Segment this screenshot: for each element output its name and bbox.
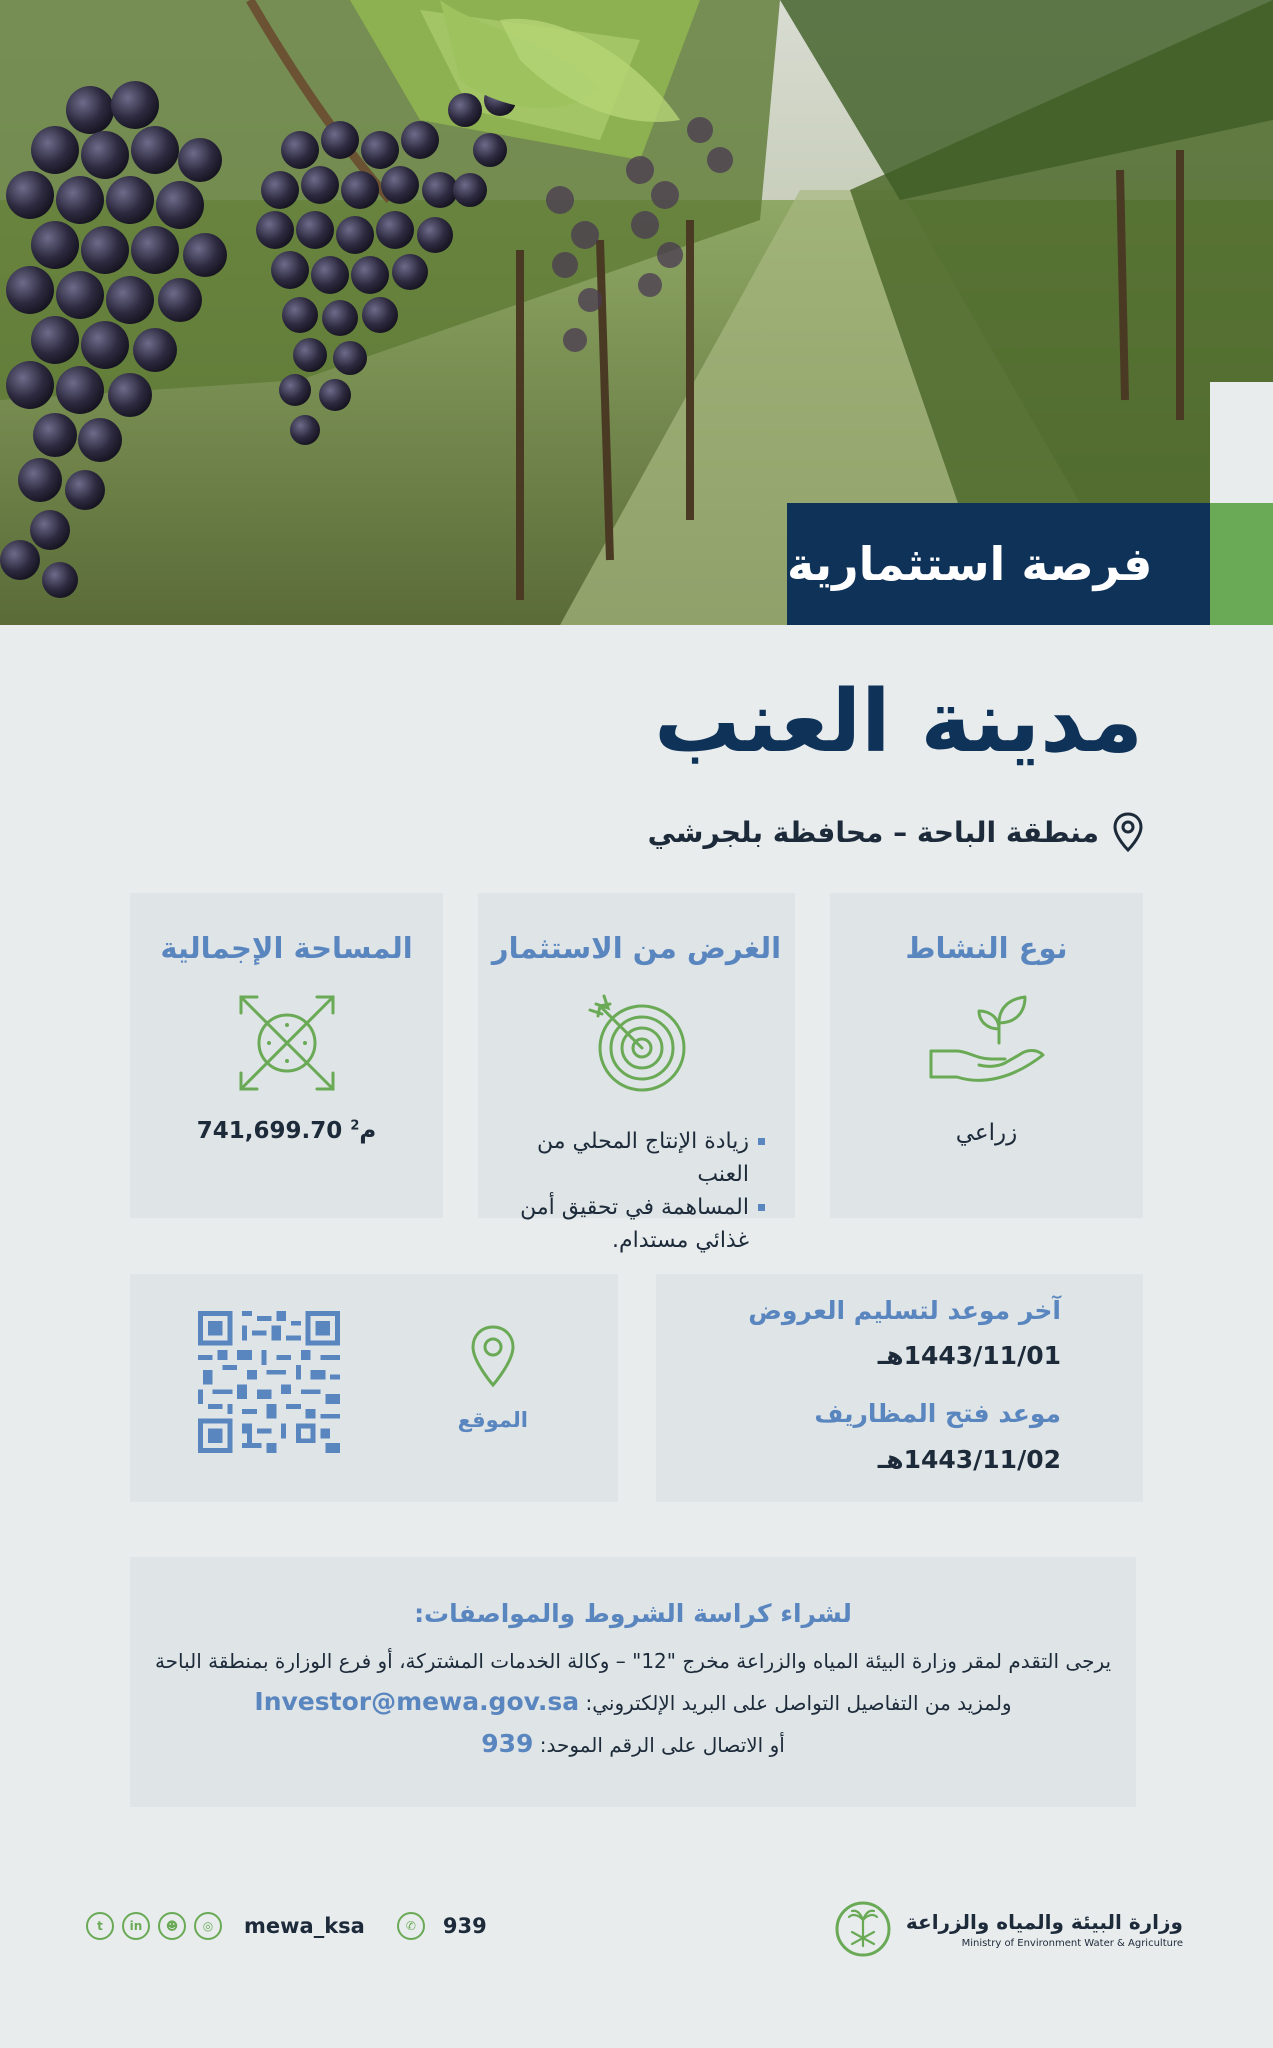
purpose-item: المساهمة في تحقيق أمن غذائي مستدام. (498, 1191, 765, 1257)
ministry-emblem-icon (834, 1900, 892, 1958)
plant-in-hand-icon (927, 993, 1047, 1088)
purchase-line-3-prefix: أو الاتصال على الرقم الموحد: (539, 1733, 785, 1757)
twitter-icon[interactable]: t (86, 1912, 114, 1940)
purpose-title: الغرض من الاستثمار (491, 931, 782, 965)
qr-code-icon[interactable] (198, 1311, 340, 1453)
page-title: مدينة العنب (654, 672, 1143, 772)
purchase-title: لشراء كراسة الشروط والمواصفات: (414, 1599, 852, 1628)
ministry-name-en: Ministry of Environment Water & Agriculture (961, 1937, 1183, 1949)
badge-accent (1210, 503, 1273, 625)
purchase-line-2-prefix: ولمزيد من التفاصيل التواصل على البريد الإلكتروني: (585, 1691, 1012, 1715)
purpose-list (498, 1125, 765, 1257)
investment-opportunity-badge: فرصة استثمارية (787, 503, 1210, 625)
location-pin-icon (1113, 812, 1143, 852)
linkedin-icon[interactable]: in (122, 1912, 150, 1940)
unified-phone-number[interactable]: 939 (481, 1729, 534, 1758)
dates-card (656, 1274, 1143, 1502)
email-link[interactable]: Investor@mewa.gov.sa (254, 1687, 580, 1716)
area-card (130, 893, 443, 1218)
instagram-icon[interactable]: ◎ (194, 1912, 222, 1940)
area-unit: م (359, 1118, 377, 1144)
location-line (648, 812, 1143, 852)
submission-deadline-label: آخر موعد لتسليم العروض (748, 1296, 1061, 1325)
ministry-logo (834, 1900, 1183, 1958)
site-label: الموقع (457, 1408, 528, 1432)
site-link[interactable] (458, 1324, 528, 1432)
activity-title: نوع النشاط (905, 931, 1068, 965)
purpose-card (478, 893, 795, 1253)
ministry-name-ar: وزارة البيئة والمياه والزراعة (905, 1909, 1183, 1934)
snapchat-icon[interactable]: ☻ (158, 1912, 186, 1940)
envelope-opening-value: 1443/11/02هـ (877, 1445, 1061, 1474)
area-number: 741,699.70 (196, 1118, 343, 1144)
purchase-info-box (130, 1557, 1136, 1807)
footer-contacts (86, 1912, 487, 1940)
purchase-line-1: يرجى التقدم لمقر وزارة البيئة المياه والزراعة مخرج "12" – وكالة الخدمات المشتركة، أو فرع الوزارة بمنطقة الباحة (154, 1649, 1112, 1673)
location-text: منطقة الباحة – محافظة بلجرشي (647, 815, 1099, 849)
purchase-line-3 (130, 1729, 1136, 1758)
target-icon (582, 988, 692, 1098)
envelope-opening-label: موعد فتح المظاريف (814, 1399, 1061, 1428)
activity-card (830, 893, 1143, 1218)
area-unit-sup: 2 (350, 1118, 360, 1134)
phone-icon: ✆ (397, 1912, 425, 1940)
footer-phone[interactable]: 939 (442, 1914, 487, 1938)
location-pin-icon (470, 1324, 516, 1388)
hero-side-block (1210, 382, 1273, 504)
area-title: المساحة الإجمالية (160, 931, 413, 965)
purpose-item: زيادة الإنتاج المحلي من العنب (498, 1125, 765, 1191)
area-value (130, 1118, 443, 1144)
submission-deadline-value: 1443/11/01هـ (877, 1341, 1061, 1370)
purchase-line-2 (130, 1687, 1136, 1716)
area-expand-icon (239, 995, 335, 1091)
social-handle[interactable]: mewa_ksa (244, 1914, 365, 1938)
site-card (130, 1274, 618, 1502)
activity-value: زراعي (955, 1120, 1018, 1146)
ministry-name (906, 1910, 1183, 1949)
